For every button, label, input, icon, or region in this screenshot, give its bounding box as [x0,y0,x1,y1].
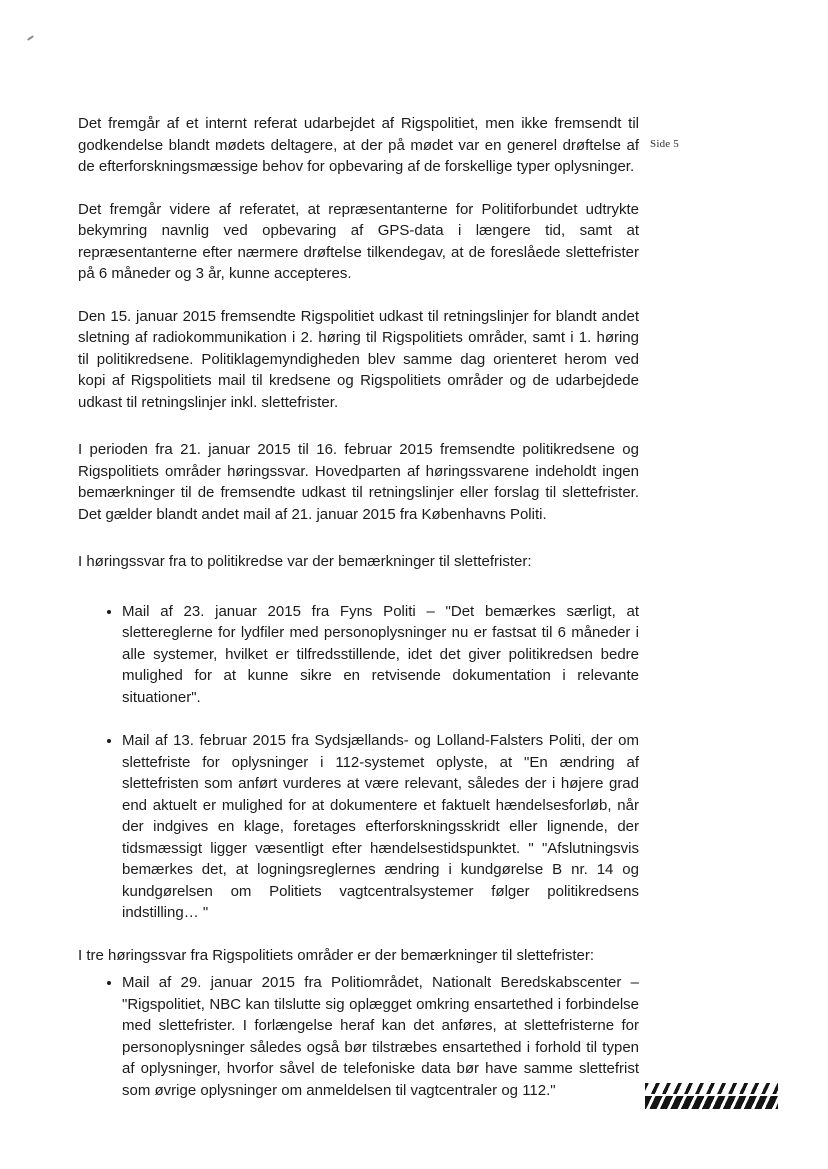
margin-note-page-reference: Side 5 [650,138,680,150]
document-body [78,113,639,1101]
bullet-list-politikredse [78,601,639,924]
bullet-list-omraader [78,972,639,1101]
lead-in-three-omraader: I tre høringssvar fra Rigspolitiets områder er der bemærkninger til slettefrister: [78,946,595,964]
bullet-item-sydsjaellands-politi: • Mail af 13. februar 2015 fra Sydsjællands- og Lolland-Falsters Politi, der om slettefriste for oplysninger i 112-systemet oplyste, at "En ændring af slettefristen som anført vurderes at være relevant, således der i højere grad end aktuelt er mulighed for at dokumentere et faktuelt hændelsesforløb, når der indgives en klage, foretages efterforskningsskridt eller lignende, der tidsmæssigt ligger væsentligt efter hændelsestidspunktet. " "Afslutningsvis bemærkes det, at logningsreglernes ændring i kundgørelse B nr. 14 og kundgørelsen om Politiets vagtcentralsystemer følger politikredsens indstilling… " [122,730,639,924]
paragraph-hoeringssvar-periode: I perioden fra 21. januar 2015 til 16. februar 2015 fremsendte politikredsene og Rigspolitiets områder høringssvar. Hovedparten af høringssvarene indeholdt ingen bemærkninger til de fremsendte udkast til retningslinjer eller forslag til slettefrister. Det gælder blandt andet mail af 21. januar 2015 fra Københavns Politi. [78,441,639,523]
bullet-item-nationalt-beredskabscenter: • Mail af 29. januar 2015 fra Politiområdet, Nationalt Beredskabscenter – "Rigspolitiet, NBC kan tilslutte sig oplægget omkring ensartethed i forbindelse med slettefrister. I forlængelse heraf kan det anføres, at slettefristerne for personoplysninger således også bør tilstræbes ensartethed i forhold til typen af oplysninger, hvorfor såvel de telefoniske data bør have samme slettefrist som øvrige oplysninger om anmeldelsen til vagtcentraler og 112." [122,972,639,1101]
bullet-item-fyns-politi: • Mail af 23. januar 2015 fra Fyns Politi – "Det bemærkes særligt, at slettereglerne for lydfiler med personoplysninger nu er fastsat til 6 måneder i alle systemer, hvilket er tilfredsstillende, idet det giver politikredsen bedre mulighed for at kunne sikre en retvisende dokumentation i relevante situationer". [122,601,639,709]
paragraph-internal-referat: Det fremgår af et internt referat udarbejdet af Rigspolitiet, men ikke fremsendt til godkendelse blandt mødets deltagere, at der på mødet var en generel drøftelse af de efterforskningsmæssige behov for opbevaring af de forskellige typer oplysninger. [78,115,639,175]
paragraph-retningslinjer-hoering: Den 15. januar 2015 fremsendte Rigspolitiet udkast til retningslinjer for blandt andet sletning af radiokommunikation i 2. høring til Rigspolitiets områder, samt i 1. høring til politikredsene. Politiklagemyndigheden blev samme dag orienteret herom ved kopi af Rigspolitiets mail til kredsene og Rigspolitiets områder og de udarbejdede udkast til retningslinjer inkl. slettefrister. [78,307,639,411]
hatch-mark-top-row [645,1083,778,1094]
hatch-mark-bottom-row [645,1096,778,1109]
paragraph-politiforbundet: Det fremgår videre af referatet, at repræsentanterne for Politiforbundet udtrykte bekymring navnlig ved opbevaring af GPS-data i længere tid, samt at repræsentanterne efter nærmere drøftelse tilkendegav, at de foreslåede slettefrister på 6 måneder og 3 år, kunne accepteres. [78,200,639,282]
corner-pen-mark [27,35,34,41]
lead-in-two-politikredse: I høringssvar fra to politikredse var der bemærkninger til slettefrister: [78,553,532,570]
hatch-mark [645,1083,778,1109]
